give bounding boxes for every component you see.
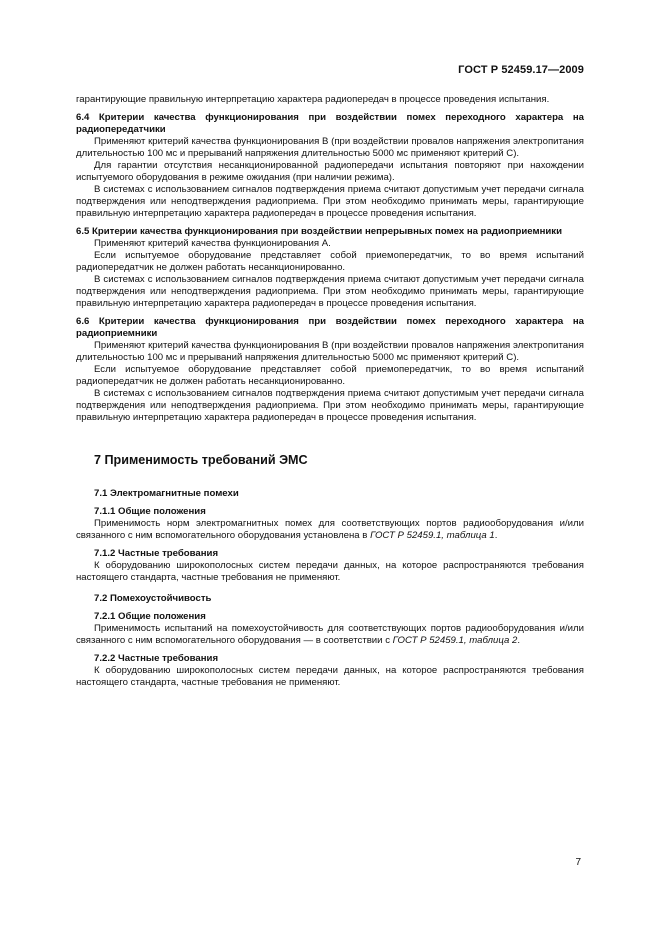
paragraph: Применяют критерий качества функционирования A. [94, 238, 331, 249]
paragraph: В системах с использованием сигналов подтверждения приема считают допустимым учет передачи сигнала подтверждения или неподтверждения радиоприема. При этом необходимо принимать меры, гарантирующие правильную интерпретацию характера радиопередач в процессе проведения испытания. [76, 274, 584, 309]
clause-heading: 7.2.1 Общие положения [94, 611, 206, 622]
paragraph-tail: . [517, 635, 520, 646]
section-heading: 7 Применимость требований ЭМС [94, 453, 308, 467]
paragraph: Применяют критерий качества функционирования B (при воздействии провалов напряжения электропитания длительностью 100 мс и прерываний напряжения длительностью 5000 мс применяют критерий C). [76, 340, 584, 363]
paragraph: Для гарантии отсутствия несанкционированной радиопередачи испытания повторяют при нахождении испытуемого оборудования в режиме ожидания (при наличии режима). [76, 160, 584, 183]
subsection-heading: 6.5 Критерии качества функционирования при воздействии непрерывных помех на радиоприемники [76, 226, 562, 237]
subsection-heading: 6.4 Критерии качества функционирования при воздействии помех переходного характера на радиопередатчики [76, 112, 584, 135]
subsection-heading: 7.2 Помехоустойчивость [94, 593, 212, 604]
paragraph: Применяют критерий качества функционирования B (при воздействии провалов напряжения электропитания длительностью 100 мс и прерываний напряжения длительностью 5000 мс применяют критерий C). [76, 136, 584, 159]
clause-heading: 7.1.2 Частные требования [94, 548, 219, 559]
paragraph: В системах с использованием сигналов подтверждения приема считают допустимым учет передачи сигнала подтверждения или неподтверждения радиоприема. При этом необходимо принимать меры, гарантирующие правильную интерпретацию характера радиопередач в процессе проведения испытания. [76, 388, 584, 423]
subsection-heading: 6.6 Критерии качества функционирования при воздействии помех переходного характера на радиоприемники [76, 316, 584, 339]
standard-reference: ГОСТ Р 52459.1, таблица 2 [392, 635, 518, 646]
standard-reference: ГОСТ Р 52459.1, таблица 1 [370, 530, 495, 541]
page-number: 7 [575, 857, 581, 868]
subsection-heading: 7.1 Электромагнитные помехи [94, 488, 239, 499]
paragraph: К оборудованию широкополосных систем передачи данных, на которое распространяются требования настоящего стандарта, частные требования не применяют. [76, 665, 584, 688]
clause-heading: 7.1.1 Общие положения [94, 506, 206, 517]
paragraph [76, 518, 584, 542]
paragraph: гарантирующие правильную интерпретацию характера радиопередач в процессе проведения испытания. [76, 94, 550, 105]
paragraph: Если испытуемое оборудование представляет собой приемопередатчик, то во время испытаний радиопередатчик не должен работать несанкционированно. [76, 250, 584, 273]
paragraph: К оборудованию широкополосных систем передачи данных, на которое распространяются требования настоящего стандарта, частные требования не применяют. [76, 560, 584, 583]
paragraph-text: Применимость норм электромагнитных помех для соответствующих портов радиооборудования и/или связанного с ним вспомогательного оборудования установлена в [76, 518, 584, 541]
paragraph: В системах с использованием сигналов подтверждения приема считают допустимым учет передачи сигнала подтверждения или неподтверждения радиоприема. При этом необходимо принимать меры, гарантирующие правильную интерпретацию характера радиопередач в процессе проведения испытания. [76, 184, 584, 219]
clause-heading: 7.2.2 Частные требования [94, 653, 219, 664]
paragraph-tail: . [494, 530, 498, 541]
document-body [76, 94, 584, 689]
paragraph-text: Применимость испытаний на помехоустойчивость для соответствующих портов радиооборудования и/или связанного с ним вспомогательного оборудования — в соответствии с [76, 623, 584, 646]
paragraph: Если испытуемое оборудование представляет собой приемопередатчик, то во время испытаний радиопередатчик не должен работать несанкционированно. [76, 364, 584, 387]
paragraph [76, 623, 584, 647]
document-header-id: ГОСТ Р 52459.17—2009 [458, 64, 584, 76]
